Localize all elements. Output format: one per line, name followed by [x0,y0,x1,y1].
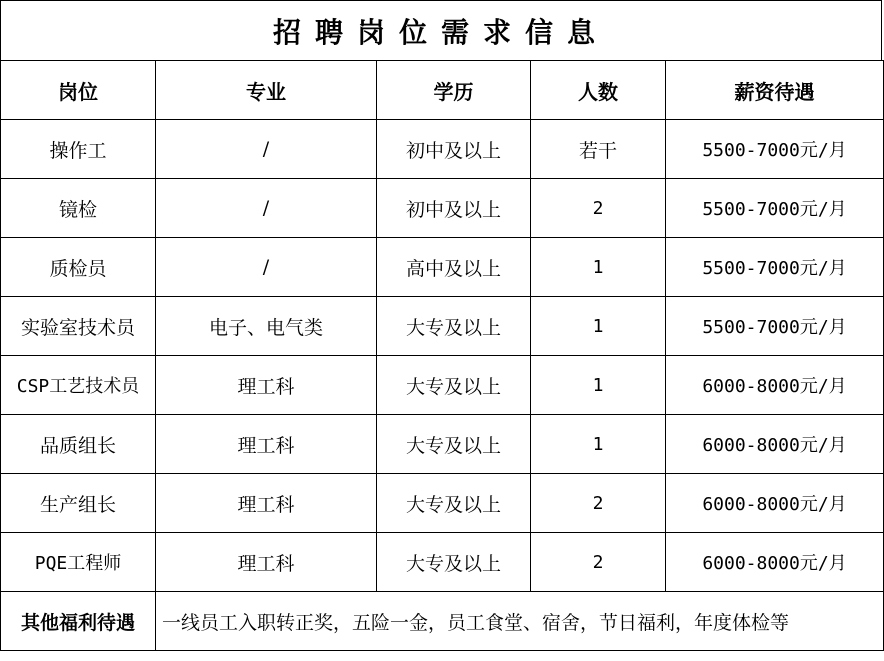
cell-count: 1 [531,297,666,356]
cell-major: / [156,120,377,179]
table-row [1,415,884,474]
cell-count: 若干 [531,120,666,179]
job-table [0,60,884,651]
header-salary: 薪资待遇 [666,61,884,120]
cell-position: 品质组长 [1,415,156,474]
cell-position: 实验室技术员 [1,297,156,356]
cell-salary: 5500-7000元/月 [666,179,884,238]
cell-education: 初中及以上 [377,179,531,238]
table-row [1,120,884,179]
cell-salary: 5500-7000元/月 [666,120,884,179]
cell-major: / [156,179,377,238]
benefits-label: 其他福利待遇 [1,592,156,651]
header-position: 岗位 [1,61,156,120]
table-row [1,474,884,533]
cell-salary: 5500-7000元/月 [666,238,884,297]
cell-salary: 6000-8000元/月 [666,474,884,533]
cell-major: 理工科 [156,415,377,474]
cell-major: 理工科 [156,356,377,415]
header-count: 人数 [531,61,666,120]
cell-position: PQE工程师 [1,533,156,592]
cell-education: 高中及以上 [377,238,531,297]
header-major: 专业 [156,61,377,120]
cell-position: 生产组长 [1,474,156,533]
header-education: 学历 [377,61,531,120]
cell-education: 大专及以上 [377,356,531,415]
cell-position: 质检员 [1,238,156,297]
cell-major: 理工科 [156,474,377,533]
page-title: 招聘岗位需求信息 [0,0,882,60]
table-row [1,356,884,415]
cell-count: 2 [531,474,666,533]
table-row [1,179,884,238]
cell-count: 2 [531,533,666,592]
table-row [1,297,884,356]
benefits-text: 一线员工入职转正奖，五险一金，员工食堂、宿舍，节日福利，年度体检等 [156,592,884,651]
cell-major: / [156,238,377,297]
cell-major: 电子、电气类 [156,297,377,356]
cell-salary: 5500-7000元/月 [666,297,884,356]
cell-education: 大专及以上 [377,297,531,356]
cell-education: 大专及以上 [377,474,531,533]
cell-major: 理工科 [156,533,377,592]
benefits-row [1,592,884,651]
cell-education: 大专及以上 [377,533,531,592]
cell-salary: 6000-8000元/月 [666,533,884,592]
cell-education: 初中及以上 [377,120,531,179]
table-row [1,533,884,592]
cell-count: 1 [531,356,666,415]
cell-education: 大专及以上 [377,415,531,474]
header-row [1,61,884,120]
cell-position: 镜检 [1,179,156,238]
cell-salary: 6000-8000元/月 [666,415,884,474]
cell-position: CSP工艺技术员 [1,356,156,415]
cell-count: 2 [531,179,666,238]
table-row [1,238,884,297]
cell-position: 操作工 [1,120,156,179]
cell-count: 1 [531,238,666,297]
cell-salary: 6000-8000元/月 [666,356,884,415]
cell-count: 1 [531,415,666,474]
